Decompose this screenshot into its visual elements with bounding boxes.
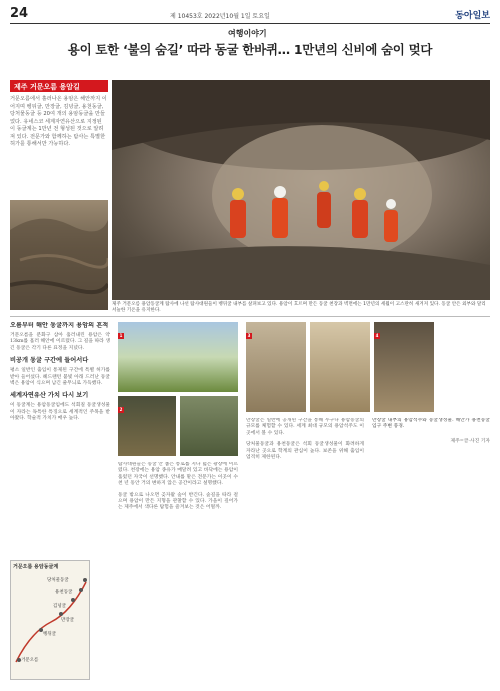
photo-caption: 만장굴 내부의 용암석주와 동굴생성물. 해안가 용천동굴 입구 주변 풍경.: [372, 418, 490, 430]
byline: 제주=글·사진 기자: [450, 438, 490, 444]
map-label: 거문오름: [21, 658, 39, 663]
section-divider: [10, 316, 490, 317]
paragraph: 만장굴은 일반에 공개된 구간을 통해 누구나 용암동굴의 규모를 체험할 수 있다. 세계 최대 규모의 용암석주도 이곳에서 볼 수 있다.: [246, 418, 364, 436]
cave-map: [10, 560, 90, 680]
right-column-1: [246, 418, 364, 684]
paragraph: 평소 일반인 출입이 통제된 구간에 특별 허가를 받아 들어섰다. 헤드랜턴 불빛 아래 드러난 동굴 벽은 용암이 식으며 남긴 줄무늬로 가득했다.: [10, 368, 110, 387]
photo-badge: 3: [247, 333, 251, 338]
main-photo-caption: 제주 거문오름 용암동굴계 탐사에 나선 탐사대원들이 벵뒤굴 내부를 살펴보고 있다. 용암이 흐르며 만든 동굴 천장과 벽면에는 1만년의 세월이 고스란히 새겨져 있다. 동굴 안은 외부와 달리 서늘한 기온을 유지한다.: [112, 302, 486, 313]
right-column-2: [372, 418, 490, 684]
side-box-body: 거문오름에서 흘러나온 용암은 해안까지 이어지며 벵뒤굴, 만장굴, 김녕굴, 용천동굴, 당처물동굴 등 20여 개의 용암동굴을 만들었다. 유네스코 세계자연유산으로 지정된 이 동굴계는 1만년 전 형성된 것으로 알려져 있다. 전문가와 함께하는 탐사는 특별한 허가를 통해서만 가능하다.: [10, 96, 107, 147]
cave-formation-photo-3: [374, 322, 434, 412]
cave-illustration: [112, 80, 490, 300]
coast-photo: [118, 322, 238, 392]
section-label: 여행이야기: [228, 29, 267, 38]
middle-column: [118, 462, 238, 684]
lava-cliff-illustration: [10, 200, 108, 310]
side-box-title: 제주 거문오름 용암길: [10, 80, 108, 92]
paragraph: 이 동굴계는 용암동굴임에도 석회질 동굴생성물이 자라는 독특한 특징으로 세계적인 주목을 받아왔다. 학술적 가치가 매우 높다.: [10, 403, 110, 422]
map-label: 당처물동굴: [47, 578, 69, 583]
photo-badge: 4: [375, 333, 379, 338]
subhead-1: 오름부터 해안 동굴까지 용암의 흔적: [10, 322, 109, 329]
masthead: [10, 6, 490, 24]
subhead-3: 세계자연유산 가치 다시 보기: [10, 392, 89, 400]
cave-formation-photo-2: [310, 322, 370, 412]
left-column: [10, 322, 110, 558]
newspaper-logo: 동아일보: [455, 11, 490, 21]
map-label: 김녕굴: [53, 604, 67, 609]
map-title: 거문오름 용암동굴계: [13, 564, 59, 570]
issue-info: 제 10453호 2022년10월 1일 토요일: [170, 13, 270, 20]
photo-badge: 1: [119, 333, 123, 338]
map-label: 벵뒤굴: [43, 632, 57, 637]
lava-cliff-photo: [10, 200, 108, 310]
headline: 용이 토한 ‘불의 숨길’ 따라 동굴 한바퀴… 1만년의 신비에 숨이 멎다: [67, 42, 433, 57]
trail-photo: [180, 396, 238, 456]
paragraph: 당처물동굴과 용천동굴은 석회 동굴생성물이 화려하게 자라난 곳으로 학계의 관심이 높다. 보존을 위해 출입이 엄격히 제한된다.: [246, 442, 364, 461]
cave-exploration-photo: [112, 80, 490, 300]
paragraph: 거문오름을 분화구 삼아 흘러내린 용암은 약 13km를 흘러 해안에 이르렀다. 그 길을 따라 생긴 동굴은 각기 다른 표정을 지녔다.: [10, 333, 110, 351]
map-label: 만장굴: [61, 618, 75, 623]
page-number: 24: [10, 6, 29, 21]
subhead-2: 비공개 동굴 구간에 들어서다: [10, 357, 89, 365]
map-label: 용천동굴: [55, 590, 73, 595]
paragraph: 탐사대원들은 동굴 안 좁은 통로를 지나 넓은 광장에 이르렀다. 천장에는 용암 종유가 매달려 있고 바닥에는 용암이 흘렀던 자국이 선명했다. 안내를 맡은 전문가는 이곳이 수천 년 동안 거의 변하지 않은 공간이라고 설명했다.: [118, 462, 238, 487]
forest-photo: [118, 396, 176, 456]
paragraph: 동굴 밖으로 나오면 곶자왈 숲이 반긴다. 숲길을 따라 걸으며 용암이 만든 지형을 관찰할 수 있다. 가을이 깊어가는 제주에서 색다른 탐험을 즐겨보는 것은 어떨까.: [118, 492, 238, 511]
photo-badge: 2: [119, 407, 123, 412]
cave-formation-photo-1: [246, 322, 306, 412]
